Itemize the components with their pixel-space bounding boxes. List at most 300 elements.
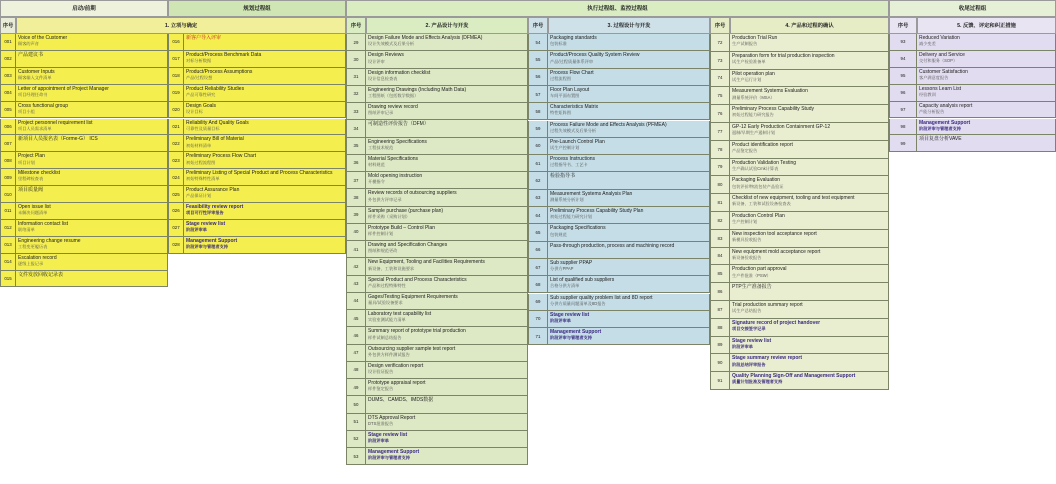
- row-number: 33: [346, 103, 366, 120]
- document-item[interactable]: [548, 69, 710, 86]
- row-number: 013: [0, 237, 16, 254]
- document-item[interactable]: [16, 271, 168, 288]
- document-title: 新项目人员报名表（Forme-G） ICS: [18, 136, 98, 143]
- document-item[interactable]: [917, 85, 1056, 102]
- document-title-cn: 阶段评审与管理者支持: [186, 244, 228, 250]
- document-title-cn: 顾客输入文件清单: [18, 75, 52, 81]
- document-title-cn: 量具/试验设备要求: [368, 300, 403, 305]
- row-number: 024: [168, 169, 184, 186]
- section-num-header: 序号: [0, 17, 16, 34]
- document-title: Packaging standards: [550, 35, 597, 41]
- document-title: Management Support: [550, 329, 602, 336]
- document-title-cn: 分供方质量问题清单及8D报告: [550, 300, 606, 306]
- row-number: 42: [346, 258, 366, 275]
- document-title-cn: 阶段评审单: [186, 227, 207, 233]
- document-title-cn: 新模具验收报告: [732, 237, 762, 243]
- document-title-cn: 可靠性及质量目标: [186, 125, 220, 131]
- row-number: 82: [710, 212, 730, 230]
- document-title: Management Support: [919, 119, 971, 126]
- document-item[interactable]: [184, 203, 346, 220]
- document-title: Sample purchase (purchase plan): [368, 207, 444, 214]
- row-number: 017: [168, 51, 184, 68]
- row-number: 009: [0, 169, 16, 186]
- document-title: Preliminary Listing of Special Product and Process Characteristics: [186, 170, 333, 177]
- row-number: 015: [0, 271, 16, 288]
- row-number: 73: [710, 52, 730, 70]
- document-title: Pass-through production, process and machining record: [550, 242, 675, 249]
- document-item[interactable]: [730, 176, 889, 194]
- document-item[interactable]: [548, 328, 710, 345]
- row-number: 30: [346, 51, 366, 68]
- document-title-cn: 产品和过程特殊特性: [368, 282, 406, 288]
- document-item[interactable]: [366, 310, 528, 327]
- document-title: Design Goals: [186, 102, 217, 109]
- document-item[interactable]: [366, 379, 528, 396]
- document-item[interactable]: [730, 70, 889, 88]
- row-number: 95: [889, 68, 917, 85]
- document-title: Pre-Launch Control Plan: [550, 138, 605, 145]
- document-title-cn: 阶段评审与管理者支持: [550, 335, 592, 341]
- document-item[interactable]: [184, 237, 346, 254]
- row-number: 98: [889, 119, 917, 136]
- section-header-feedback: 5. 反馈、评定和纠正措施: [917, 17, 1056, 34]
- document-title: Quality Planning Sign-Off and Management Support: [732, 373, 856, 380]
- document-title-cn: 产品/过程设想: [186, 75, 213, 81]
- document-item[interactable]: [366, 345, 528, 362]
- row-number: 003: [0, 68, 16, 85]
- document-title-cn: 项目经理任命书: [18, 91, 48, 97]
- document-item[interactable]: [366, 138, 528, 155]
- document-title: Preliminary Process Flow Chart: [186, 153, 257, 160]
- document-item[interactable]: [184, 220, 346, 237]
- document-title-cn: 阶段评审单: [550, 318, 571, 324]
- document-title: Lessons Learn List: [919, 85, 961, 92]
- document-item[interactable]: [366, 207, 528, 224]
- document-item[interactable]: [548, 121, 710, 138]
- document-title-cn: 对标分析数据: [186, 58, 212, 64]
- document-item[interactable]: [548, 138, 710, 155]
- row-number: 79: [710, 159, 730, 177]
- row-number: 80: [710, 176, 730, 194]
- document-item[interactable]: [366, 276, 528, 293]
- document-item[interactable]: [184, 34, 346, 51]
- row-number: 29: [346, 34, 366, 51]
- document-title-cn: 生产控制计划: [732, 219, 758, 225]
- document-title-cn: 工程变更履历表: [18, 244, 48, 250]
- document-item[interactable]: [366, 103, 528, 120]
- document-title-cn: 客户满意度报告: [919, 75, 949, 81]
- section-header-initiation: 1. 立项与确定: [16, 17, 346, 34]
- document-title: List of qualified sub suppliers: [550, 277, 615, 284]
- document-title: 新客户导入评审: [186, 35, 222, 41]
- document-item[interactable]: [730, 87, 889, 105]
- document-item[interactable]: [184, 119, 346, 136]
- document-title: Cross functional group: [18, 102, 69, 109]
- row-number: 011: [0, 203, 16, 220]
- document-item[interactable]: [366, 293, 528, 310]
- document-item[interactable]: [16, 220, 168, 237]
- row-number: 50: [346, 396, 366, 413]
- row-number: 005: [0, 102, 16, 119]
- document-item[interactable]: [730, 283, 889, 301]
- document-title: Preliminary Process Capability Study Plan: [550, 208, 644, 214]
- document-title: Product Reliability Studies: [186, 85, 245, 92]
- document-title: Process Instructions: [550, 156, 596, 163]
- row-number: 32: [346, 86, 366, 103]
- document-title-cn: 产品/过程质量体系评审: [550, 58, 594, 64]
- row-number: 85: [710, 265, 730, 283]
- document-title-cn: 生产件批准（PSW）: [732, 272, 771, 278]
- row-number: 69: [528, 294, 548, 311]
- document-title: Sub supplier PPAP: [550, 259, 593, 266]
- document-item[interactable]: [184, 51, 346, 68]
- document-item[interactable]: [16, 203, 168, 220]
- document-item[interactable]: [366, 155, 528, 172]
- document-title-cn: 里程碑检查表: [18, 176, 44, 182]
- document-item[interactable]: [16, 102, 168, 119]
- document-item[interactable]: [16, 34, 168, 51]
- document-item[interactable]: [730, 248, 889, 266]
- document-title: Production Validation Testing: [732, 159, 797, 166]
- document-title: DUMS、CAMDS、IMDS数据: [368, 397, 434, 404]
- document-title: Laboratory test capability list: [368, 311, 432, 317]
- document-item[interactable]: [366, 241, 528, 258]
- row-number: 020: [168, 102, 184, 119]
- document-title-cn: 试生产控制计划: [550, 145, 580, 151]
- document-item[interactable]: [16, 152, 168, 169]
- document-title: Customer Inputs: [18, 68, 55, 75]
- row-number: 44: [346, 293, 366, 310]
- document-title-cn: 设计验证报告: [368, 369, 394, 374]
- document-item[interactable]: [16, 51, 168, 68]
- document-item[interactable]: [548, 207, 710, 224]
- document-item[interactable]: [730, 337, 889, 355]
- row-number: 57: [528, 86, 548, 103]
- document-title: Project personnel requirement list: [18, 119, 93, 126]
- row-number: 53: [346, 448, 366, 465]
- document-title: Product/Process Quality System Review: [550, 52, 640, 59]
- document-title-cn: 工程图纸（包括数学数据）: [368, 93, 419, 98]
- section-header-validation: 4. 产品和过程的确认: [730, 17, 889, 34]
- document-title: 可制造性评价报告（DFM）: [368, 121, 429, 128]
- row-number: 64: [528, 207, 548, 224]
- document-title: Process Flow Chart: [550, 69, 594, 76]
- document-item[interactable]: [548, 190, 710, 207]
- document-title: 项目质量阀: [18, 187, 44, 194]
- phase-header-closing: 收尾过程组: [889, 0, 1056, 17]
- document-item[interactable]: [366, 86, 528, 103]
- document-item[interactable]: [730, 212, 889, 230]
- row-number: 86: [710, 283, 730, 301]
- row-number: 84: [710, 248, 730, 266]
- document-item[interactable]: [366, 120, 528, 137]
- document-title: Summary report of prototype trial production: [368, 328, 466, 335]
- document-item[interactable]: [548, 242, 710, 259]
- document-item[interactable]: [16, 85, 168, 102]
- document-item[interactable]: [730, 105, 889, 123]
- document-title-cn: 产品保证计划: [186, 193, 212, 199]
- document-title-cn: 新设备、工装和试验设备检查表: [732, 201, 791, 207]
- document-title-cn: 生产确认试验Cmk计算表: [732, 165, 779, 171]
- document-title: 项目复盘分析VAVE: [919, 136, 962, 143]
- row-number: 89: [710, 337, 730, 355]
- document-item[interactable]: [184, 186, 346, 203]
- document-title-cn: 初始过程流程图: [186, 159, 216, 165]
- document-item[interactable]: [548, 86, 710, 103]
- row-number: 93: [889, 34, 917, 51]
- document-item[interactable]: [366, 34, 528, 51]
- document-title: Pilot operation plan: [732, 70, 775, 77]
- document-title: Stage review list: [368, 431, 408, 438]
- document-title: PTP生产准备报告: [732, 284, 772, 291]
- document-item[interactable]: [548, 294, 710, 311]
- document-item[interactable]: [16, 169, 168, 186]
- document-title-cn: 样件鉴定报告: [368, 386, 394, 392]
- document-item[interactable]: [548, 51, 710, 68]
- document-title-cn: 过程失效模式及后果分析: [550, 127, 597, 133]
- document-title: Design Reviews: [368, 52, 404, 59]
- document-title: New Equipment, Tooling and Facilities Requirements: [368, 259, 485, 266]
- document-title: Drawing review record: [368, 104, 418, 110]
- row-number: 67: [528, 259, 548, 276]
- row-number: 76: [710, 105, 730, 123]
- row-number: 96: [889, 85, 917, 102]
- document-title: Stage summary review report: [732, 355, 803, 362]
- row-number: 70: [528, 311, 548, 328]
- row-number: 38: [346, 189, 366, 206]
- document-item[interactable]: [730, 52, 889, 70]
- row-number: 60: [528, 138, 548, 155]
- document-title: Reliability And Quality Goals: [186, 119, 249, 126]
- document-item[interactable]: [366, 431, 528, 448]
- row-number: 014: [0, 254, 16, 271]
- row-number: 37: [346, 172, 366, 189]
- document-item[interactable]: [366, 189, 528, 206]
- document-item[interactable]: [917, 51, 1056, 68]
- document-item[interactable]: [366, 172, 528, 189]
- document-item[interactable]: [548, 224, 710, 241]
- document-title-cn: 设计失效模式及后果分析: [368, 41, 415, 47]
- document-item[interactable]: [366, 258, 528, 275]
- row-number: 56: [528, 69, 548, 86]
- document-item[interactable]: [548, 103, 710, 120]
- document-item[interactable]: [184, 102, 346, 119]
- row-number: 81: [710, 194, 730, 212]
- row-number: 002: [0, 51, 16, 68]
- document-title: Signature record of project handover: [732, 319, 821, 326]
- row-number: 65: [528, 224, 548, 241]
- document-item[interactable]: [366, 327, 528, 344]
- document-title: Special Product and Process Characteristics: [368, 276, 467, 283]
- row-number: 66: [528, 242, 548, 259]
- row-number: 022: [168, 135, 184, 152]
- document-title-cn: 初始过程能力研究计划: [550, 214, 592, 220]
- document-title-cn: 分供方PPAP: [550, 266, 574, 272]
- row-number: 34: [346, 120, 366, 137]
- document-title-cn: 设计信息检查表: [368, 75, 398, 81]
- document-title: Engineering Drawings (Including Math Data): [368, 86, 467, 93]
- document-title-cn: 试生产检验准备单: [732, 59, 766, 65]
- row-number: 36: [346, 155, 366, 172]
- document-title: 产品建议书: [18, 51, 44, 58]
- document-title: Open issue list: [18, 204, 51, 210]
- document-title-cn: 车间平面布置图: [550, 93, 580, 99]
- document-title: DTS Approval Report: [368, 414, 416, 421]
- document-item[interactable]: [917, 102, 1056, 119]
- document-title: Prototype Build – Control Plan: [368, 224, 435, 231]
- row-number: 99: [889, 135, 917, 152]
- row-number: 59: [528, 121, 548, 138]
- document-title: Preliminary Process Capability Study: [732, 106, 814, 113]
- document-item[interactable]: [730, 159, 889, 177]
- row-number: 004: [0, 85, 16, 102]
- document-title-cn: 实验室测试能力清单: [368, 317, 406, 323]
- row-number: 019: [168, 85, 184, 102]
- document-title: Product/Process Assumptions: [186, 68, 253, 75]
- document-item[interactable]: [730, 141, 889, 159]
- document-item[interactable]: [184, 85, 346, 102]
- document-item[interactable]: [917, 119, 1056, 136]
- document-item[interactable]: [548, 276, 710, 293]
- document-item[interactable]: [184, 68, 346, 85]
- document-item[interactable]: [917, 135, 1056, 152]
- document-item[interactable]: [548, 259, 710, 276]
- section-num-header: 序号: [889, 17, 917, 34]
- document-title-cn: 材料规范: [368, 162, 385, 167]
- row-number: 88: [710, 319, 730, 337]
- document-title-cn: 交付和服务（SOP）: [919, 58, 958, 64]
- document-item[interactable]: [184, 169, 346, 186]
- document-item[interactable]: [16, 237, 168, 254]
- document-item[interactable]: [16, 135, 168, 152]
- document-item[interactable]: [184, 152, 346, 169]
- row-number: 51: [346, 414, 366, 431]
- row-number: 31: [346, 69, 366, 86]
- document-title: New equipment mold acceptance report: [732, 248, 821, 255]
- row-number: 40: [346, 224, 366, 241]
- document-item[interactable]: [366, 69, 528, 86]
- document-title-cn: 质量计划批准及管理者支持: [732, 379, 783, 385]
- document-title-cn: 样件试制总结报告: [368, 334, 402, 340]
- document-title: Characteristics Matrix: [550, 104, 599, 111]
- document-item[interactable]: [730, 319, 889, 337]
- document-title: Mold opening instruction: [368, 173, 423, 179]
- document-item[interactable]: [548, 34, 710, 51]
- row-number: 62: [528, 172, 548, 189]
- document-item[interactable]: [730, 123, 889, 141]
- document-title: Delivery and Service: [919, 51, 965, 58]
- document-title-cn: 外包供方评审记录: [368, 196, 402, 202]
- section-num-header: 序号: [528, 17, 548, 34]
- row-number: 46: [346, 327, 366, 344]
- document-item[interactable]: [730, 301, 889, 319]
- document-title-cn: 项目小组: [18, 108, 35, 114]
- document-title: Stage review list: [186, 220, 226, 227]
- document-title-cn: 联络清单: [18, 227, 35, 233]
- document-title-cn: 减少变差: [919, 41, 936, 47]
- document-item[interactable]: [548, 155, 710, 172]
- row-number: 021: [168, 119, 184, 136]
- document-title: Milestone checklist: [18, 170, 60, 177]
- document-item[interactable]: [366, 396, 528, 413]
- document-item[interactable]: [16, 254, 168, 271]
- document-title-cn: 图纸和规范更改: [368, 248, 398, 254]
- document-item[interactable]: [548, 172, 710, 189]
- document-title: Measurement Systems Evaluation: [732, 88, 808, 95]
- document-title: Production part approval: [732, 266, 787, 273]
- document-title-cn: 产能分析报告: [919, 108, 945, 114]
- row-number: 90: [710, 354, 730, 372]
- document-title: Letter of appointment of Project Manager: [18, 85, 109, 92]
- document-item[interactable]: [366, 448, 528, 465]
- document-title-cn: 包装评价/物流包装产品验证: [732, 183, 784, 189]
- document-item[interactable]: [366, 362, 528, 379]
- document-item[interactable]: [730, 34, 889, 52]
- document-title: Design information checklist: [368, 69, 431, 76]
- document-item[interactable]: [184, 135, 346, 152]
- document-title-cn: 初始过程能力研究报告: [732, 112, 774, 118]
- document-item[interactable]: [917, 34, 1056, 51]
- document-title-cn: 样件控制计划: [368, 231, 394, 236]
- row-number: 68: [528, 276, 548, 293]
- document-title-cn: 新设备、工装和设施要求: [368, 265, 415, 271]
- document-item[interactable]: [917, 68, 1056, 85]
- row-number: 91: [710, 372, 730, 390]
- document-item[interactable]: [16, 68, 168, 85]
- document-title-cn: 阶段评审单: [368, 438, 389, 443]
- row-number: 52: [346, 431, 366, 448]
- document-title: Gages/Testing Equipment Requirements: [368, 293, 458, 300]
- document-title-cn: 新设备验收报告: [732, 254, 762, 260]
- document-item[interactable]: [366, 51, 528, 68]
- document-item[interactable]: [16, 119, 168, 136]
- row-number: 026: [168, 203, 184, 220]
- document-item[interactable]: [730, 194, 889, 212]
- document-title-cn: 试生产总结报告: [732, 308, 762, 314]
- row-number: 008: [0, 152, 16, 169]
- document-item[interactable]: [730, 265, 889, 283]
- document-title-cn: 项目人员需求清单: [18, 125, 52, 131]
- document-title: Engineering Specifications: [368, 138, 427, 145]
- document-title-cn: 阶段评审单: [732, 343, 753, 349]
- document-title: Information contact list: [18, 220, 69, 227]
- document-title-cn: 项目交接签字记录: [732, 326, 766, 332]
- row-number: 55: [528, 51, 548, 68]
- row-number: 71: [528, 328, 548, 345]
- row-number: 45: [346, 310, 366, 327]
- document-item[interactable]: [730, 354, 889, 372]
- row-number: 63: [528, 190, 548, 207]
- row-number: 72: [710, 34, 730, 52]
- document-title-cn: 初始材料清单: [186, 142, 212, 148]
- row-number: 61: [528, 155, 548, 172]
- document-item[interactable]: [366, 224, 528, 241]
- document-item[interactable]: [366, 414, 528, 431]
- row-number: 48: [346, 362, 366, 379]
- row-number: 007: [0, 135, 16, 152]
- row-number: 023: [168, 152, 184, 169]
- document-item[interactable]: [730, 372, 889, 390]
- document-item[interactable]: [730, 230, 889, 248]
- document-item[interactable]: [548, 311, 710, 328]
- document-item[interactable]: [16, 186, 168, 203]
- document-title: Process Failure Mode and Effects Analysis (PFMEA): [550, 121, 667, 128]
- row-number: 010: [0, 186, 16, 203]
- document-title-cn: 包装标准: [550, 41, 567, 47]
- row-number: 83: [710, 230, 730, 248]
- row-number: 97: [889, 102, 917, 119]
- document-title: Stage review list: [732, 337, 772, 344]
